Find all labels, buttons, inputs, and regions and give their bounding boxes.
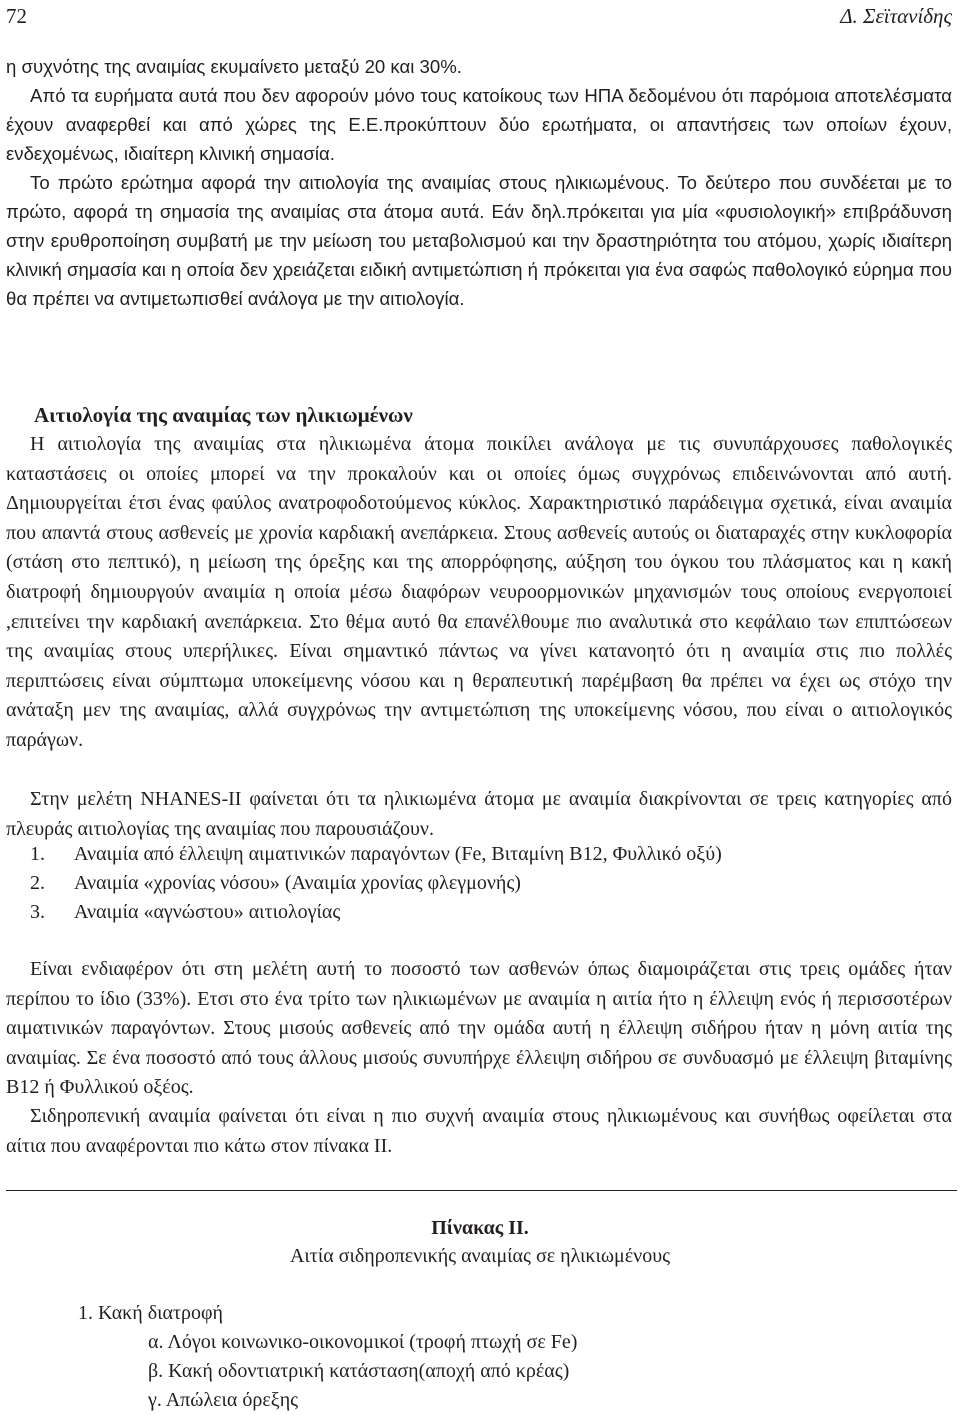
section-paragraph-4: Σιδηροπενική αναιμία φαίνεται ότι είναι η πιο συχνή αναιμία στους ηλικιωμένους και συνήθως οφείλεται στα αίτια που αναφέρονται πιο κάτω στον πίνακα ΙΙ. bbox=[6, 1105, 952, 1157]
section-paragraph-1: Η αιτιολογία της αναιμίας στα ηλικιωμένα άτομα ποικίλει ανάλογα με τις συνυπάρχουσες παθολογικές καταστάσεις οι οποίες μπορεί να την προκαλούν και οι οποίες όμως συγχρόνως επιδεινώνονται από αυτή. Δημιουργείται έτσι ένας φαύλος ανατροφοδοτούμενος κύκλος. Χαρακτηριστικό παράδειγμα σχετικά, είναι αναιμία που απαντά στους ασθενείς με χρονία καρδιακή ανεπάρκεια. Στους ασθενείς αυτούς οι διαταραχές στην κυκλοφορία (στάση στο πεπτικό), η μείωση της όρεξης και της απορρόφησης, αύξηση του όγκου του πλάσματος και η κακή διατροφή δημιουργούν αναιμία η οποία μέσω διαφόρων νευροορμονικών μηχανισμών τους οποίους ενεργοποιεί ,επιτείνει την καρδιακή ανεπάρκεια. Στο θέμα αυτό θα επανέλθουμε πιο αναλυτικά στο κεφάλαιο των επιπτώσεων της αναιμίας στους υπερήλικες. Είναι σημαντικό πάντως να γίνει κατανοητό ότι η αναιμία στις πιο πολλές περιπτώσεις είναι σύμπτωμα υποκείμενης νόσου και η θεραπευτική παρέμβαση θα πρέπει να έχει ως στόχο την ανάταξη μεν της αναιμίας, αλλά συγχρόνως την αντιμετώπιση της υποκείμενης νόσου, που είναι ο αιτιολογικός παράγων. bbox=[6, 433, 952, 751]
section-paragraph-3: Είναι ενδιαφέρον ότι στη μελέτη αυτή το ποσοστό των ασθενών όπως διαμοιράζεται στις τρεις ομάδες ήταν περίπου το ίδιο (33%). Ετσι στο ένα τρίτο των ηλικιωμένων με αναιμία η αιτία ήτο η έλλειψη ενός ή περισσοτέρων αιματινικών παραγόντων. Στους μισούς ασθενείς από την ομάδα αυτή η έλλειψη σιδήρου ήταν η μόνη αιτία της αναιμίας. Σε ένα ποσοστό από τους άλλους μισούς συνυπήρχε έλλειψη σιδήρου σε συνδυασμό με έλλειψη βιταμίνης Β12 ή Φυλλικού οξέος. bbox=[6, 958, 952, 1099]
list-item bbox=[78, 1299, 577, 1415]
table-title: Αιτία σιδηροπενικής αναιμίας σε ηλικιωμένους bbox=[289, 1245, 671, 1267]
cause-category-label: 1. Κακή διατροφή bbox=[78, 1302, 224, 1324]
list-item-number: 1. bbox=[30, 843, 45, 865]
running-author: Δ. Σεϊτανίδης bbox=[840, 4, 952, 28]
page-number: 72 bbox=[6, 4, 27, 28]
category-list bbox=[6, 840, 722, 927]
list-item-text: Αναιμία «αγνώστου» αιτιολογίας bbox=[74, 901, 341, 923]
running-header bbox=[6, 2, 952, 30]
table-label: Πίνακας ΙΙ. bbox=[431, 1217, 529, 1239]
list-item bbox=[6, 898, 722, 927]
list-item bbox=[6, 869, 722, 898]
intro-paragraph-1: η συχνότης της αναιμίας εκυμαίνετο μεταξύ 20 και 30%. bbox=[6, 56, 462, 77]
horizontal-rule bbox=[6, 1190, 957, 1191]
intro-paragraph-3: Το πρώτο ερώτημα αφορά την αιτιολογία της αναιμίας στους ηλικιωμένους. Το δεύτερο που συνδέεται με το πρώτο, αφορά τη σημασία της αναιμίας στα άτομα αυτά. Εάν δηλ.πρόκειται για μία «φυσιολογική» επιβράδυνση στην ερυθροποίηση συμβατή με την μείωση του μεταβολισμού και την δραστηριότητα του ατόμου, χωρίς ιδιαίτερη κλινική σημασία και η οποία δεν χρειάζεται ειδική αντιμετώπιση ή πρόκειται για ένα σαφώς παθολογικό εύρημα που θα πρέπει να αντιμετωπισθεί ανάλογα με την αιτιολογία. bbox=[6, 172, 952, 309]
section-paragraph-2: Στην μελέτη NHANES-II φαίνεται ότι τα ηλικιωμένα άτομα με αναιμία διακρίνονται σε τρεις κατηγορίες από πλευράς αιτιολογίας της αναιμίας που παρουσιάζουν. bbox=[6, 788, 952, 840]
list-item-number: 2. bbox=[30, 872, 45, 894]
list-item: γ. Απώλεια όρεξης bbox=[148, 1389, 299, 1411]
cause-sublist bbox=[78, 1328, 577, 1415]
list-item-number: 3. bbox=[30, 901, 45, 923]
list-item: β. Κακή οδοντιατρική κατάσταση(αποχή από κρέας) bbox=[148, 1360, 570, 1382]
list-item-text: Αναιμία «χρονίας νόσου» (Αναιμία χρονίας φλεγμονής) bbox=[74, 872, 521, 894]
section-heading: Αιτιολογία της αναιμίας των ηλικιωμένων bbox=[34, 403, 413, 427]
list-item-text: Αναιμία από έλλειψη αιματινικών παραγόντων (Fe, Βιταμίνη Β12, Φυλλικό οξύ) bbox=[74, 843, 722, 865]
table-cause-list bbox=[78, 1299, 577, 1415]
intro-paragraph-2: Από τα ευρήματα αυτά που δεν αφορούν μόνο τους κατοίκους των ΗΠΑ δεδομένου ότι παρόμοια αποτελέσματα έχουν αναφερθεί και από χώρες της Ε.Ε.προκύπτουν δύο ερωτήματα, οι απαντήσεις των οποίων έχουν, ενδεχομένως, ιδιαίτερη κλινική σημασία. bbox=[6, 85, 952, 164]
list-item: α. Λόγοι κοινωνικο-οικονομικοί (τροφή πτωχή σε Fe) bbox=[148, 1331, 578, 1353]
list-item bbox=[6, 840, 722, 869]
